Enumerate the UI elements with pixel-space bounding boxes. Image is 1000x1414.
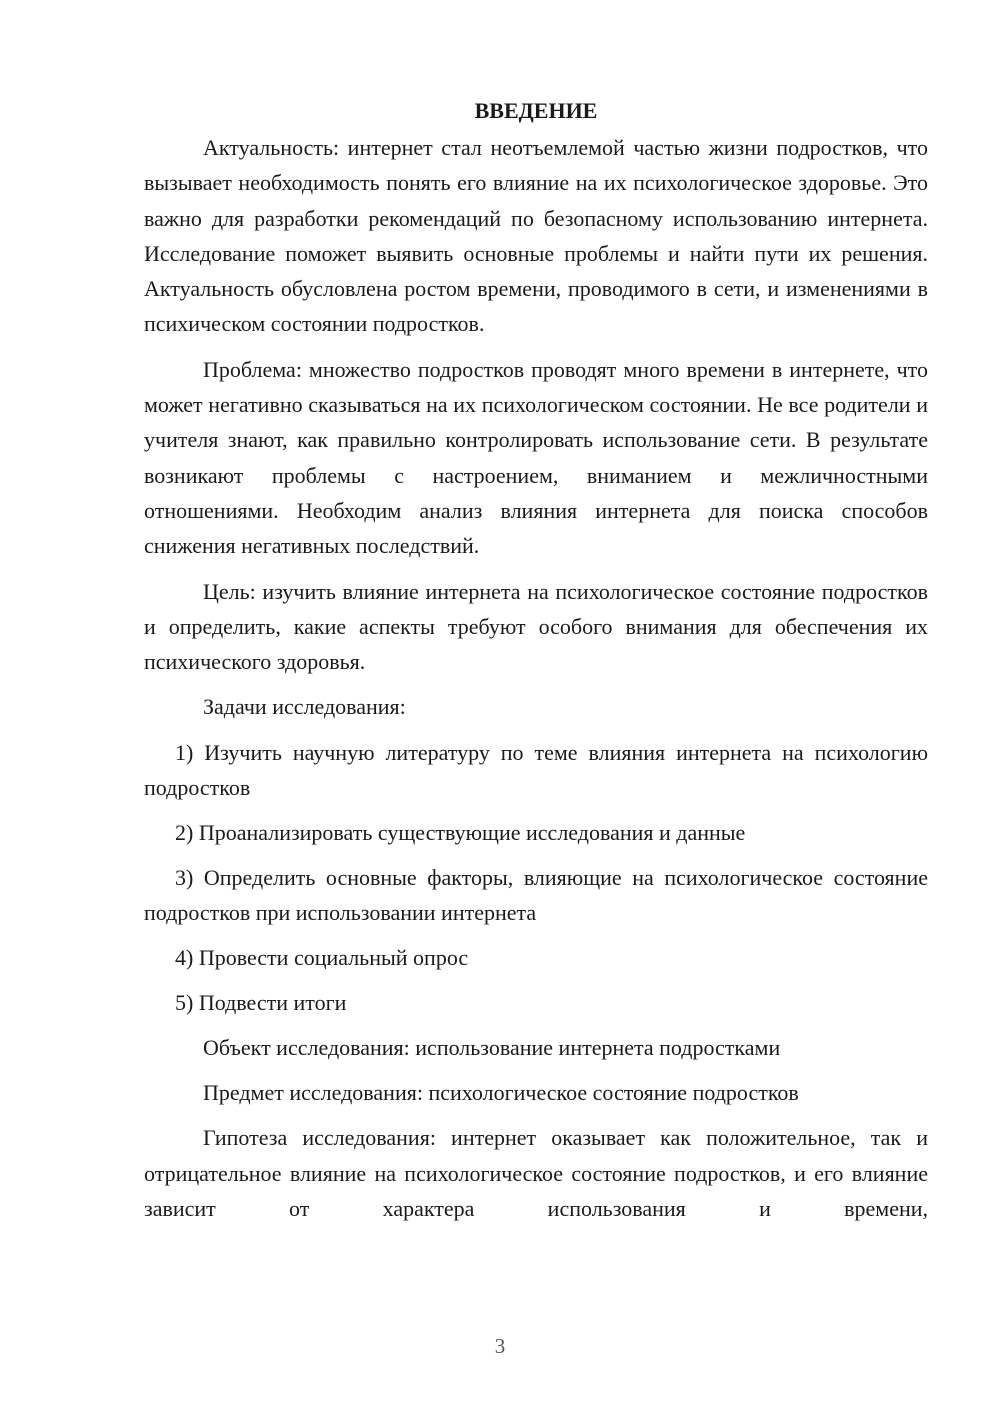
subject-paragraph: Предмет исследования: психологическое состояние подростков [203,1080,799,1106]
task-item: 1) Изучить научную литературу по теме влияния интернета на психологию подростков [144,739,928,800]
task-item: 5) Подвести итоги [175,989,347,1015]
tasks-heading: Задачи исследования: [203,694,406,720]
page-number: 3 [494,1334,506,1358]
relevance-paragraph: Актуальность: интернет стал неотъемлемой частью жизни подростков, что вызывает необходимость понять его влияние на их психологическое здоровье. Это важно для разработки рекомендаций по безопасному использованию интернета. Исследование поможет выявить основные проблемы и найти пути их решения. Актуальность обусловлена ростом времени, проводимого в сети, и изменениями в психическом состоянии подростков. [144,135,928,337]
problem-paragraph: Проблема: множество подростков проводят много времени в интернете, что может негативно сказываться на их психологическом состоянии. Не все родители и учителя знают, как правильно контролировать использование сети. В результате возникают проблемы с настроением, вниманием и межличностными отношениями. Необходим анализ влияния интернета для поиска способов снижения негативных последствий. [144,356,928,559]
task-item: 4) Провести социальный опрос [175,944,469,970]
task-item: 3) Определить основные факторы, влияющие на психологическое состояние подростков при использовании интернета [144,864,928,925]
hypothesis-paragraph: Гипотеза исследования: интернет оказывает как положительное, так и отрицательное влияние на психологическое состояние подростков, и его влияние зависит от характера использования и времени, [144,1125,928,1221]
task-item: 2) Проанализировать существующие исследования и данные [175,819,746,845]
document-page [144,96,928,1236]
section-title: ВВЕДЕНИЕ [474,98,598,123]
object-paragraph: Объект исследования: использование интернета подростками [203,1034,781,1060]
goal-paragraph: Цель: изучить влияние интернета на психологическое состояние подростков и определить, какие аспекты требуют особого внимания для обеспечения их психического здоровья. [144,578,928,675]
